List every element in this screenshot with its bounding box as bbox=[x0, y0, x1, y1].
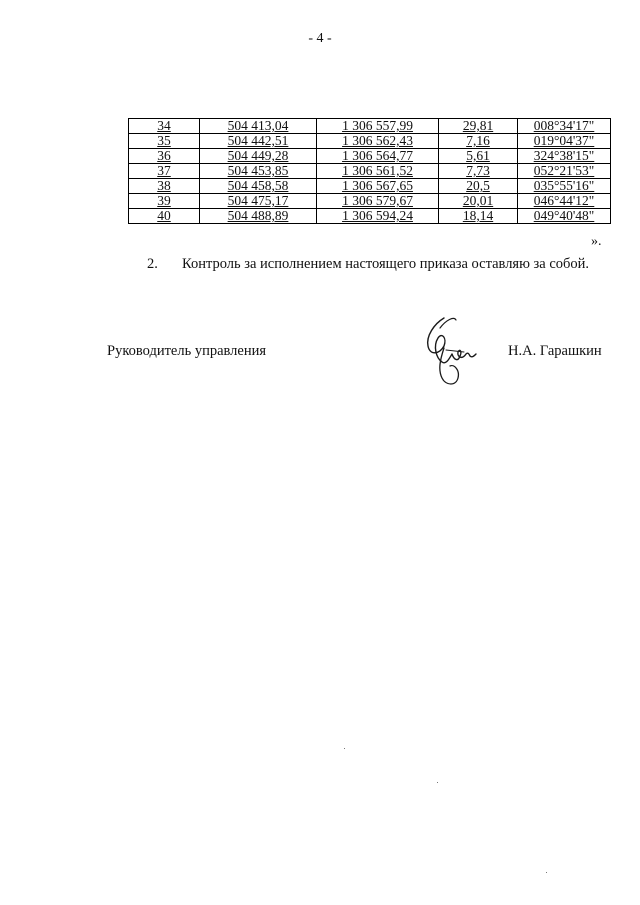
cell-x-coordinate: 504 413,04 bbox=[200, 119, 317, 134]
cell-x-coordinate: 504 442,51 bbox=[200, 134, 317, 149]
signer-name: Н.А. Гарашкин bbox=[508, 343, 602, 359]
cell-point-number: 35 bbox=[129, 134, 200, 149]
table-row bbox=[129, 179, 611, 194]
table-row bbox=[129, 134, 611, 149]
cell-point-number: 39 bbox=[129, 194, 200, 209]
cell-point-number: 38 bbox=[129, 179, 200, 194]
table-row bbox=[129, 194, 611, 209]
cell-length: 7,73 bbox=[439, 164, 518, 179]
cell-x-coordinate: 504 453,85 bbox=[200, 164, 317, 179]
item-text: Контроль за исполнением настоящего приказа оставляю за собой. bbox=[182, 256, 590, 272]
cell-angle: 049°40'48" bbox=[518, 209, 611, 224]
cell-y-coordinate: 1 306 579,67 bbox=[317, 194, 439, 209]
cell-angle: 324°38'15" bbox=[518, 149, 611, 164]
handwritten-signature bbox=[416, 310, 480, 392]
cell-angle: 019°04'37" bbox=[518, 134, 611, 149]
table-row bbox=[129, 209, 611, 224]
cell-y-coordinate: 1 306 557,99 bbox=[317, 119, 439, 134]
cell-length: 18,14 bbox=[439, 209, 518, 224]
table-row bbox=[129, 164, 611, 179]
cell-point-number: 37 bbox=[129, 164, 200, 179]
cell-point-number: 40 bbox=[129, 209, 200, 224]
cell-y-coordinate: 1 306 594,24 bbox=[317, 209, 439, 224]
page-number: - 4 - bbox=[308, 31, 332, 46]
cell-length: 7,16 bbox=[439, 134, 518, 149]
cell-x-coordinate: 504 449,28 bbox=[200, 149, 317, 164]
cell-y-coordinate: 1 306 562,43 bbox=[317, 134, 439, 149]
cell-length: 20,5 bbox=[439, 179, 518, 194]
scan-speck bbox=[437, 782, 438, 783]
scan-speck bbox=[546, 872, 547, 873]
cell-x-coordinate: 504 458,58 bbox=[200, 179, 317, 194]
signer-position: Руководитель управления bbox=[107, 343, 267, 359]
cell-y-coordinate: 1 306 561,52 bbox=[317, 164, 439, 179]
scan-speck bbox=[344, 748, 345, 749]
cell-y-coordinate: 1 306 567,65 bbox=[317, 179, 439, 194]
cell-y-coordinate: 1 306 564,77 bbox=[317, 149, 439, 164]
cell-x-coordinate: 504 475,17 bbox=[200, 194, 317, 209]
coordinates-table bbox=[128, 118, 611, 224]
table-row bbox=[129, 119, 611, 134]
cell-x-coordinate: 504 488,89 bbox=[200, 209, 317, 224]
closing-quote: ». bbox=[591, 234, 602, 249]
item-number: 2. bbox=[147, 256, 158, 272]
cell-length: 5,61 bbox=[439, 149, 518, 164]
cell-length: 29,81 bbox=[439, 119, 518, 134]
cell-length: 20,01 bbox=[439, 194, 518, 209]
cell-angle: 035°55'16" bbox=[518, 179, 611, 194]
cell-angle: 008°34'17" bbox=[518, 119, 611, 134]
table-row bbox=[129, 149, 611, 164]
cell-point-number: 36 bbox=[129, 149, 200, 164]
cell-point-number: 34 bbox=[129, 119, 200, 134]
cell-angle: 046°44'12" bbox=[518, 194, 611, 209]
cell-angle: 052°21'53" bbox=[518, 164, 611, 179]
